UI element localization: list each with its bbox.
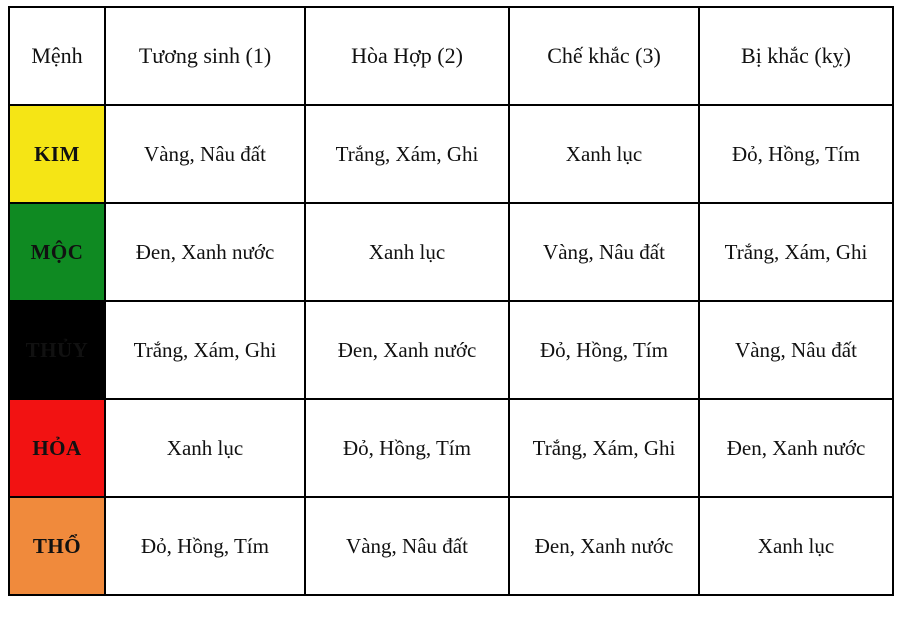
column-header-bi-khac: Bị khắc (kỵ) <box>699 7 893 105</box>
cell-hoa-tuong-sinh: Xanh lục <box>105 399 305 497</box>
cell-hoa-bi-khac: Đen, Xanh nước <box>699 399 893 497</box>
element-label-kim: KIM <box>9 105 105 203</box>
cell-tho-hoa-hop: Vàng, Nâu đất <box>305 497 509 595</box>
cell-thuy-bi-khac: Vàng, Nâu đất <box>699 301 893 399</box>
column-header-tuong-sinh: Tương sinh (1) <box>105 7 305 105</box>
element-label-hoa: HỎA <box>9 399 105 497</box>
element-label-thuy: THỦY <box>9 301 105 399</box>
cell-kim-bi-khac: Đỏ, Hồng, Tím <box>699 105 893 203</box>
table-row <box>9 399 893 497</box>
column-header-che-khac: Chế khắc (3) <box>509 7 699 105</box>
wuxing-color-table <box>8 6 894 596</box>
cell-kim-tuong-sinh: Vàng, Nâu đất <box>105 105 305 203</box>
cell-moc-tuong-sinh: Đen, Xanh nước <box>105 203 305 301</box>
column-header-element: Mệnh <box>9 7 105 105</box>
table-row <box>9 105 893 203</box>
cell-hoa-hoa-hop: Đỏ, Hồng, Tím <box>305 399 509 497</box>
cell-moc-hoa-hop: Xanh lục <box>305 203 509 301</box>
cell-hoa-che-khac: Trắng, Xám, Ghi <box>509 399 699 497</box>
cell-moc-che-khac: Vàng, Nâu đất <box>509 203 699 301</box>
cell-kim-che-khac: Xanh lục <box>509 105 699 203</box>
cell-moc-bi-khac: Trắng, Xám, Ghi <box>699 203 893 301</box>
cell-tho-bi-khac: Xanh lục <box>699 497 893 595</box>
element-label-moc: MỘC <box>9 203 105 301</box>
cell-tho-tuong-sinh: Đỏ, Hồng, Tím <box>105 497 305 595</box>
cell-thuy-che-khac: Đỏ, Hồng, Tím <box>509 301 699 399</box>
cell-kim-hoa-hop: Trắng, Xám, Ghi <box>305 105 509 203</box>
column-header-hoa-hop: Hòa Hợp (2) <box>305 7 509 105</box>
table-row <box>9 301 893 399</box>
table-row <box>9 497 893 595</box>
cell-thuy-hoa-hop: Đen, Xanh nước <box>305 301 509 399</box>
cell-thuy-tuong-sinh: Trắng, Xám, Ghi <box>105 301 305 399</box>
table-header-row <box>9 7 893 105</box>
element-label-tho: THỔ <box>9 497 105 595</box>
table-row <box>9 203 893 301</box>
cell-tho-che-khac: Đen, Xanh nước <box>509 497 699 595</box>
